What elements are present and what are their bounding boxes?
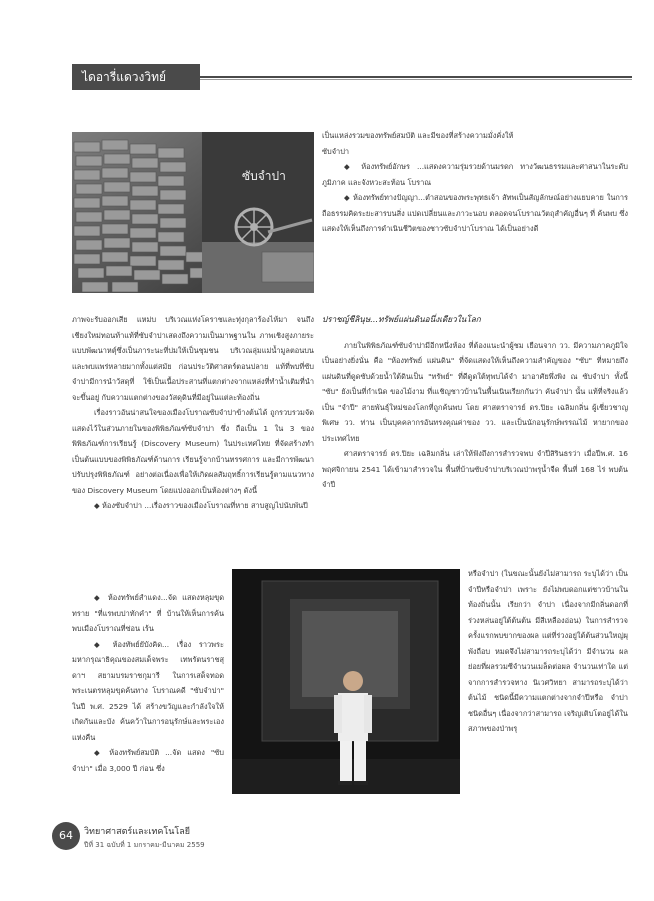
right-narrow-column [468,566,628,737]
bullet-item: ◆ ห้องทรัพย์อักษร ...แสดงความรุ่มรวยด้านมรดก ทางวัฒนธรรมและศาสนาในระดับภูมิภาค และจังหวะสะท้อน โบราณ [322,162,628,187]
section-title: ไดอารี่แดวงวิทย์ [82,70,167,84]
header-thin-rule [200,79,632,80]
journal-title: วิทยาศาสตร์และเทคโนโลยี [84,827,191,837]
left-narrow-column [72,590,224,776]
page-number-badge [52,822,80,850]
right-middle-column [322,312,628,493]
paragraph: หรือจำปา (ในขณะนั้นยังไม่สามารถ ระบุได้ว่า เป็นจำปีหรือจำปา เพราะ ยังไม่พบดอกแต่ชาวบ้านในท้องถิ่นนั้น เรียกว่า จำปา เนื่องจากมีกลิ่นดอกที่ ร่วงหล่นอยู่ใต้ต้นต้น มีสีเหลืองอ่อน) ในการสำรวจครั้งแรกพบขากของผล แต่ที่ร่วงอยู่ใต้ต้นส่วนใหญ่ผุพังถือบ หมดจึงไม่สามารถระบุได้ว่า มีจำนวน ผลย่อยที่ผลรวมซีจำนวนเมล็ดต่อผล จำนวนเท่าใด แต่จากการสำรวจทาง นิเวศวิทยา สามารถระบุได้ว่า ต้นไม้ ชนิดนี้มีความแตกต่างจากจำปีหรือ จำปาชนิดอื่นๆ เนื่องจากว่าสามารถ เจริญเติบโตอยู่ได้ในสภาพของป่าพรุ [468,569,628,733]
brick-kiln-image [72,132,314,293]
section-header [72,64,200,90]
bullet-item: ◆ ห้องทรัพย์ทางปัญญา...ตำสอนของพระพุทธเจ้า สัทพเป็นสัญลักษณ์อย่างแยบคาย ในการถือธรรมคิดระยะสารบนสิ่ง แปดเปลี่ยนและภาวะนอบ ตลอดจนโบราณวัตถุสำคัญอื่นๆ ที่ ค้นพบ ซึ่งแสดงให้เห็นถึงการดำเนินชีวิตของชาวซับจำปาโบราณ ได้เป็นอย่างดี [322,193,628,233]
bullet-item: ◆ ห้องทัพย์ยับังคิด... เรื่อง ราวพระมหากรุณาธิคุณของสมเด็จพระ เทพรัตนราชสุดาฯ สยามบรมราชกุมารี ในการเสด็จทอดพระเนตรหลุมขุดค้นทาง โบราณคดี "ซับจำปา" ในปี พ.ศ. 2529 ได้ สร้างขวัญและกำลังใจให้เกิดกันและบัง ค้นคว้าในการอนุรักษ์และพระเองแห่งคืน [72,639,224,742]
issue-info: ปีที่ 31 ฉบับที่ 1 มกราคม-มีนาคม 2559 [84,841,205,849]
bullet-item: ◆ ห้องทรัพย์สมบัติ ...จัด แสดง "ซับจำปา" เมื่อ 3,000 ปี ก่อน ซึ่ง [72,748,224,773]
paragraph: เรื่องราวอันน่าสนใจของเมืองโบราณซับจำปาข้างต้นได้ ถูกรวบรวมจัดแสดงไว้ในส่วนภายในของพิพิธภัณฑ์ซับจำปา ซึ่ง ถือเป็น 1 ใน 3 ของพิพิธภัณฑ์การเรียนรู้ (Discovery Museum) ในประเทศไทย ที่จัดสร้างทำเป็นต้นแบบของพิพิธภัณฑ์ด้านการ เรียนรู้จากบ้านทรรศการ และมีการพัฒนาปรับปรุงพิพิธภัณฑ์ อย่างต่อเนื่องเพื่อให้เกิดผลสัมฤทธิ์การเรียนรู้ตามแนวทาง ของ Discovery Museum โดยแบ่งออกเป็นห้องต่างๆ ดังนี้ [72,408,314,495]
bullet-item: ◆ ห้องซับจำปา ...เรื่องราวของเมืองโบราณที่หาย สาบสูญไปนับพันปี [94,501,308,510]
page-number: 64 [59,829,73,842]
paragraph: ซับจำปา [322,146,350,156]
photo-museum-officer [232,569,460,794]
paragraph: เป็นแหล่งรวมของทรัพย์สมบัติ และมีของที่สร้างความมั่งคั่งให้ [322,131,514,140]
bullet-item: ◆ ห้องทรัพย์สำแดง...จัด แสดงหลุมขุดทราย "ที่แรพบปาทักคำ" ที่ บ้านให้เห็นการค้นพบเมืองโบราณที่ซ่อน เร้น [72,593,224,633]
paragraph: ศาสตราจารย์ ดร.ปิยะ เฉลิมกลิ่น เล่าให้ฟังถึงการสำรวจพบ จำปีสิรินธรว่า เมื่อปีพ.ศ. 16 พฤศจิกายน 2541 ได้เข้ามาสำรวจใน พื้นที่บ้านซับจำปาบริเวณป่าพรุน้ำจืด พื้นที่ 168 ไร่ พบต้นจำปี [322,449,628,489]
right-top-column [322,128,628,237]
paragraph: ภายในพิพิธภัณฑ์ซับจำปามีอีกหนึ่งห้อง ที่ต้องแนะนำผู้ชม เยือนจาก วว. มีความภาคภูมิใจเป็นอย่างยิ่งนั่น คือ "ห้องทรัพย์ แผ่นดิน" ที่จัดแสดงให้เห็นถึงความสำคัญของ "ซับ" ที่หมายถึง แผ่นดินที่ดูดซับด้วยน้ำใต้ดินเป็น "ทรัพย์" ที่ดีดูดใต้ทุพบได้จำ มาอาศัยพึ่งพิง ณ ซับจำปา ทั้งนี้ "ซับ" ยังเป็นที่กำเนิด ของไม้งาม ที่แเชิญชาวบ้านในพื้นเนินเรียกกันว่า คันจำปา นั้น แท้ที่จริงแล้วเป็น "จำปี" สายพันธุ์ใหม่ของโลกที่ถูกค้นพบ โดย ศาสตราจารย์ ดร.ปิยะ เฉลิมกลิ่น ผู้เชี่ยวชาญพิเศษ วว. ท่าน เป็นบุคคลากรอันทรงคุณค่าของ วว. และเป็นนักอนุรักษ์พรรณไม้ หายากของประเทศไทย [322,340,628,443]
paragraph: ภาพจะรับออกเสีย แหม่บ บริเวณแห่งโคราชและทุ่งกุลาร้องไห้มา จนถึงเชียงใหม่ทอนท้าแท้ที่ซับจำปาเสดงถึงความเป็นมาพฐานใน ภาพเชิงสูงภายระแบบพัฒนาหตุ์ซึ่งเป็นภาระนะที่บ่มให้เป็นชุมชน บริเวณลุ่มแม่น้ำมูลตอนบน และพบแพร่หลายมากทั้งแต่สมัย ก่อนประวัติศาสตร์ตอนปลาย แท้ที่พบที่ซับจำปามีการนำวัสดุที่ ใช้เป็นเนื้อประสานที่แตกต่างจากแหล่งที่ทำน้ำเติมที่นำจะขึ้นอยู่ กับความแตกต่างของวัสดุดินที่มีอยู่ในแต่ละท้องถิ่น [72,315,314,402]
museum-officer-image [232,569,460,794]
photo-brick-kiln [72,132,314,293]
section-heading: ปราชญ์ชีลินุษ...ทรัพย์แผ่นดินอนึ่งเดียวในโลก [322,314,481,324]
left-column [72,312,314,514]
photo-label: ซับจำปา [242,169,286,183]
